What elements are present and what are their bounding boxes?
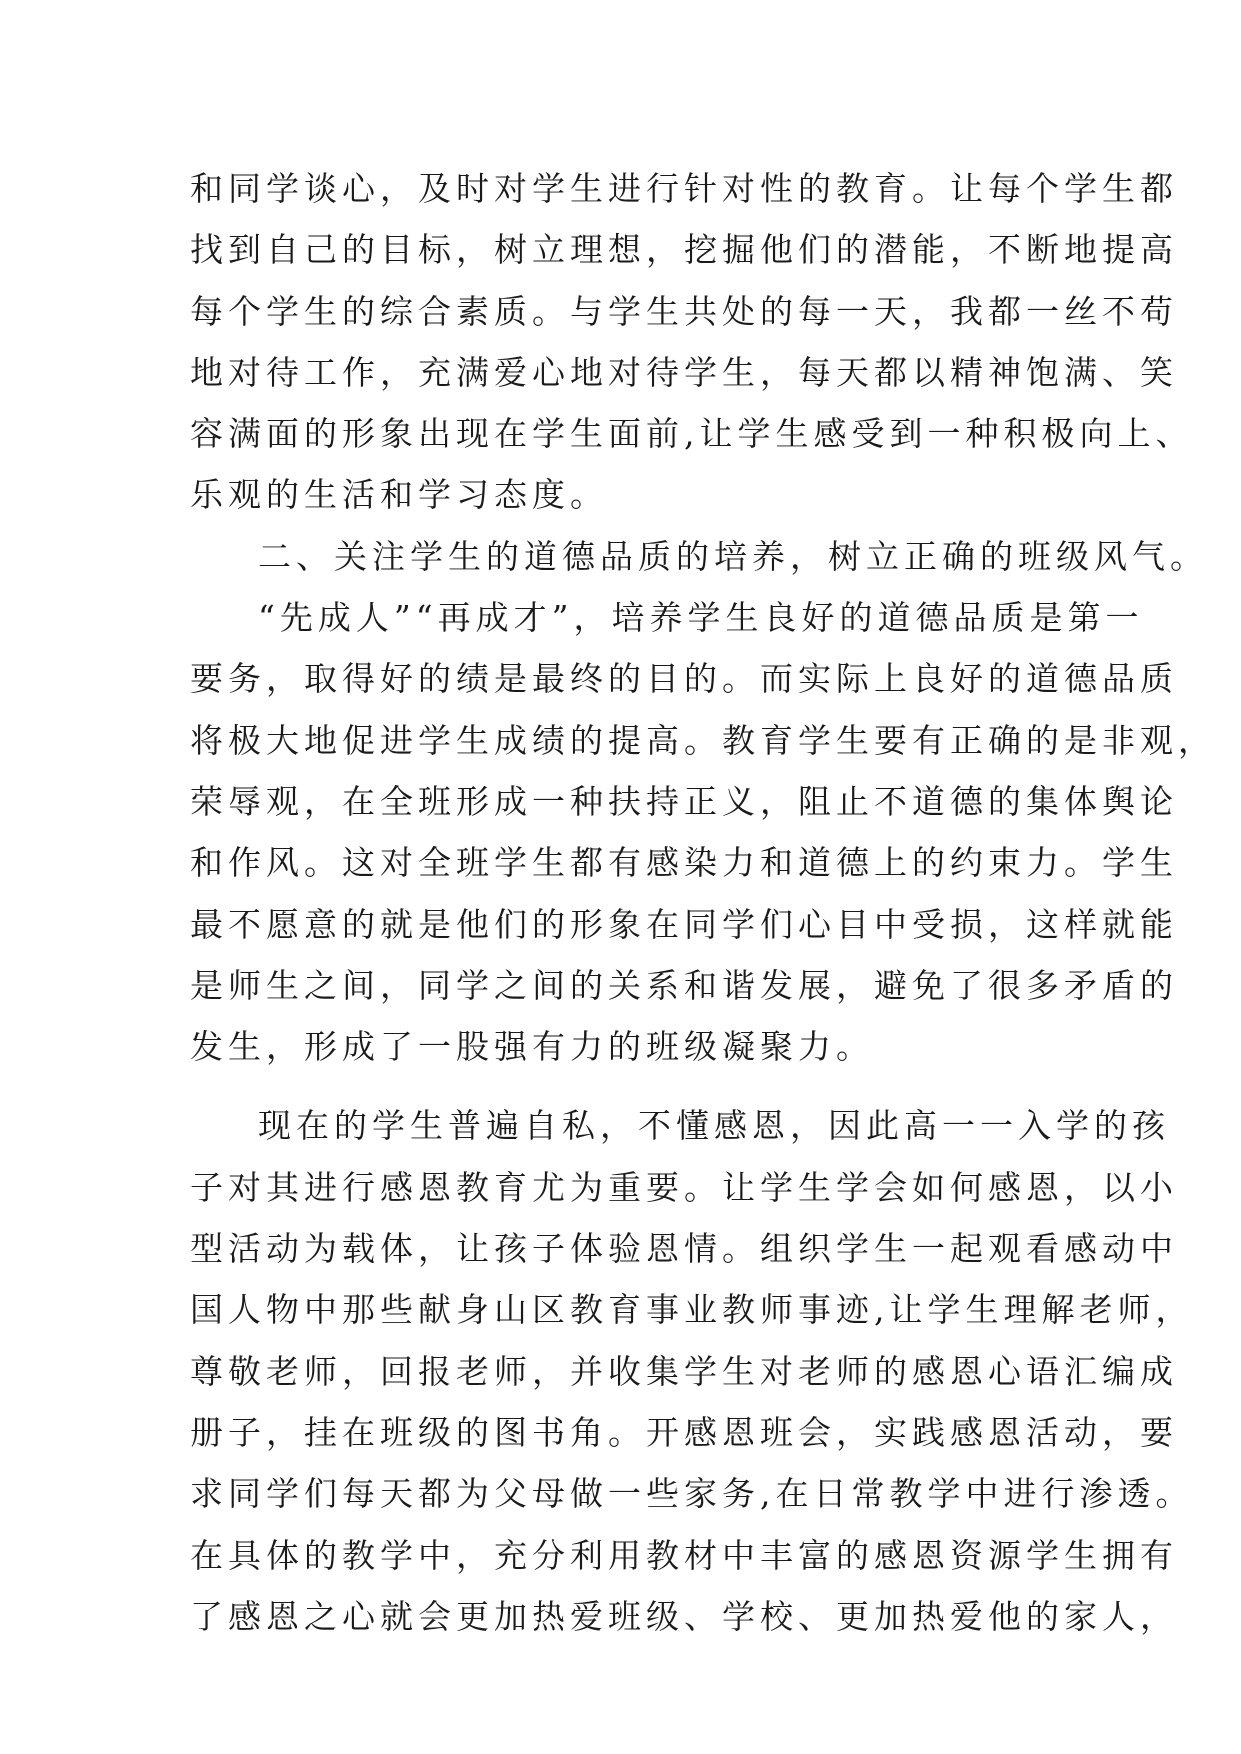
text-line: 型活动为载体，让孩子体验恩情。组织学生一起观看感动中 [190,1229,1178,1269]
text-line: 和同学谈心，及时对学生进行针对性的教育。让每个学生都 [190,169,1178,208]
text-line: 国人物中那些献身山区教育事业教师事迹,让学生理解老师， [190,1290,1194,1330]
paragraph-first-line: 现在的学生普遍自私，不懂感恩，因此高一一入学的孩 [258,1106,1170,1146]
text-line: 乐观的生活和学习态度。 [190,475,608,515]
text-line: 地对待工作，充满爱心地对待学生，每天都以精神饱满、笑 [190,352,1178,392]
paragraph-gap [190,1077,1070,1095]
text-line: 容满面的形象出现在学生面前,让学生感受到一种积极向上、 [190,414,1194,454]
paragraph-first-line: “先成人”“再成才”，培养学生良好的道德品质是第一 [258,598,1144,638]
text-line: 最不愿意的就是他们的形象在同学们心目中受损，这样就能 [190,904,1178,944]
text-line: 求同学们每天都为父母做一些家务,在日常教学中进行渗透。 [190,1474,1194,1514]
text-line: 子对其进行感恩教育尤为重要。让学生学会如何感恩，以小 [190,1167,1178,1207]
text-line: 了感恩之心就会更加热爱班级、学校、更加热爱他的家人， [190,1596,1178,1636]
text-line: 发生，形成了一股强有力的班级凝聚力。 [190,1027,874,1067]
text-line: 是师生之间，同学之间的关系和谐发展，避免了很多矛盾的 [190,965,1178,1005]
text-line: 尊敬老师，回报老师，并收集学生对老师的感恩心语汇编成 [190,1351,1178,1391]
text-line: 荣辱观，在全班形成一种扶持正义，阻止不道德的集体舆论 [190,781,1178,821]
text-line: 和作风。这对全班学生都有感染力和道德上的约束力。学生 [190,843,1178,883]
text-line: 要务，取得好的绩是最终的目的。而实际上良好的道德品质 [190,659,1178,699]
document-body [190,158,1216,1647]
text-line: 每个学生的综合素质。与学生共处的每一天，我都一丝不苟 [190,291,1178,331]
text-line: 册子，挂在班级的图书角。开感恩班会，实践感恩活动，要 [190,1412,1178,1452]
text-line: 找到自己的目标，树立理想，挖掘他们的潜能，不断地提高 [190,230,1178,270]
section-heading: 二、关注学生的道德品质的培养，树立正确的班级风气。 [258,536,1208,576]
text-line: 在具体的教学中，充分利用教材中丰富的感恩资源学生拥有 [190,1535,1178,1575]
text-line: 将极大地促进学生成绩的提高。教育学生要有正确的是非观， [190,720,1216,760]
